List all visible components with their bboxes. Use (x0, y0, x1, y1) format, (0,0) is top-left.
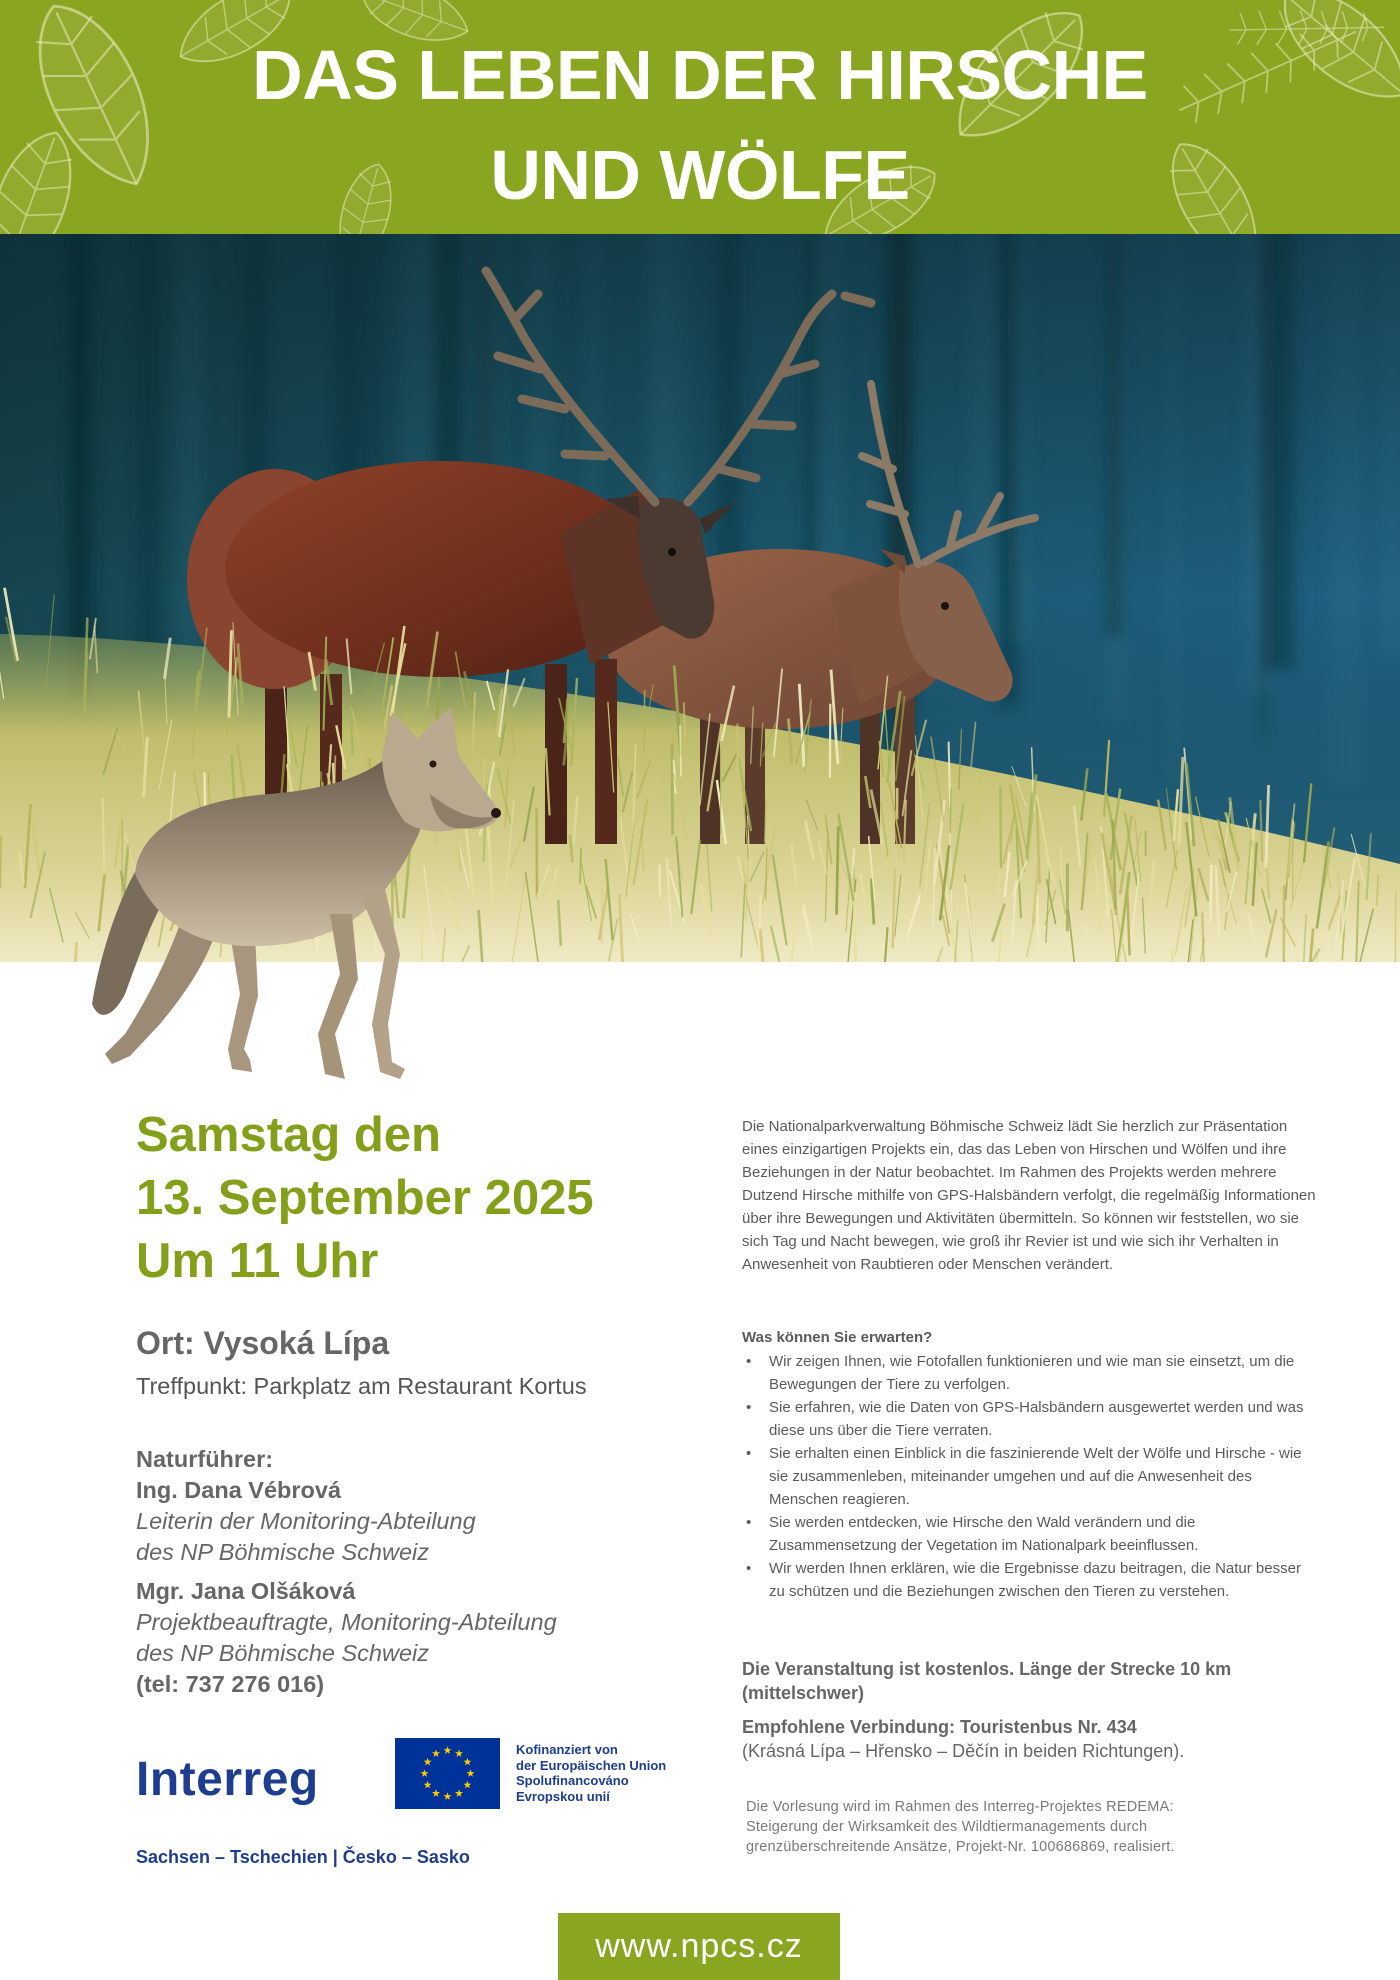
list-item (742, 1557, 1317, 1603)
event-time: Um 11 Uhr (136, 1234, 379, 1288)
guides-section (136, 1444, 716, 1700)
eu-flag-icon (395, 1738, 500, 1809)
date-line-1: Samstag den (136, 1108, 441, 1162)
event-description: Die Nationalparkverwaltung Böhmische Schweiz lädt Sie herzlich zur Präsentation eines einzigartigen Projekts ein, das das Leben von Hirschen und Wölfen und ihre Beziehungen in der Natur beobachtet. Im Rahmen des Projekts werden mehrere Dutzend Hirsche mithilfe von GPS-Halsbändern verfolgt, die regelmäßig Informationen über ihre Bewegungen und Aktivitäten übermitteln. So können wir feststellen, wo sie sich Tag und Nacht bewegen, wie groß ihr Revier ist und wie sich ihr Verhalten in Anwesenheit von Raubtieren oder Menschen verändert. (742, 1118, 1316, 1273)
grass-blade (122, 820, 123, 911)
grass-blade (976, 773, 977, 824)
date-line-2: 13. September 2025 (136, 1171, 594, 1225)
list-item (742, 1442, 1317, 1511)
expectations-list (742, 1350, 1317, 1603)
eu-cofunding-text (516, 1742, 666, 1804)
grass-blade (1211, 865, 1212, 923)
grass-blade (0, 836, 1, 888)
interreg-logo: Interreg (136, 1753, 319, 1806)
bullet-icon: • (746, 1399, 752, 1416)
bullet-icon: • (746, 1445, 752, 1462)
title-line-2: UND WÖLFE (490, 136, 910, 214)
program-region: Sachsen – Tschechien | Česko – Sasko (136, 1847, 470, 1867)
guide-name: Ing. Dana Vébrová (136, 1477, 342, 1503)
connection-label: Empfohlene Verbindung: Touristenbus Nr. 434 (742, 1717, 1137, 1737)
grass-blade (680, 725, 681, 776)
eu-text-line: der Europäischen Union (516, 1757, 667, 1773)
grass-blade (854, 867, 855, 893)
grass-blade (684, 703, 685, 738)
bullet-icon: • (746, 1514, 752, 1531)
project-footnote: Die Vorlesung wird im Rahmen des Interreg-Projektes REDEMA: Steigerung der Wirksamkeit des Wildtiermanagements durch grenzüberschreitende Ansätze, Projekt-Nr. 100686869, realisiert. (746, 1799, 1175, 1855)
grass-blade (422, 893, 423, 978)
list-item-text: Wir werden Ihnen erklären, wie die Ergebnisse dazu beitragen, die Natur besser zu schützen und die Beziehungen zwischen den Tieren zu verstehen. (769, 1560, 1301, 1600)
grass-blade (672, 743, 673, 835)
meeting-point: Treffpunkt: Parkplatz am Restaurant Kortus (136, 1373, 587, 1399)
grass-blade (837, 826, 839, 914)
header-banner (0, 0, 1400, 234)
grass-blade (1202, 913, 1203, 963)
eu-text-line: Spolufinancováno (516, 1773, 629, 1788)
grass-blade (950, 788, 951, 834)
grass-blade (1000, 786, 1001, 868)
grass-blade (484, 758, 485, 787)
guide-role: des NP Böhmische Schweiz (136, 1640, 430, 1666)
guide-role: Leiterin der Monitoring-Abteilung (136, 1508, 476, 1534)
cost-and-route: Die Veranstaltung ist kostenlos. Länge der Strecke 10 km (mittelschwer) (742, 1659, 1232, 1703)
guide-phone: (tel: 737 276 016) (136, 1671, 325, 1697)
list-item-text: Sie erfahren, wie die Daten von GPS-Halsbändern ausgewertet werden und was diese uns über die Tiere verraten. (769, 1399, 1304, 1439)
event-date-time (136, 1104, 594, 1293)
website-link[interactable]: www.npcs.cz (558, 1913, 840, 1980)
bullet-icon: • (746, 1353, 752, 1370)
list-item-text: Wir zeigen Ihnen, wie Fotofallen funktionieren und wie man sie einsetzt, um die Bewegungen der Tiere zu verfolgen. (769, 1353, 1295, 1393)
list-item-text: Sie erhalten einen Einblick in die faszinierende Welt der Wölfe und Hirsche - wie sie zusammenleben, miteinander umgehen und auf die Anwesenheit des Menschen reagieren. (769, 1445, 1302, 1508)
list-item (742, 1511, 1317, 1557)
event-details (742, 1657, 1317, 1763)
connection-route: (Krásná Lípa – Hřensko – Děčín in beiden Richtungen). (742, 1741, 1185, 1761)
list-item (742, 1396, 1317, 1442)
list-item (742, 1350, 1317, 1396)
guide-2 (136, 1576, 716, 1700)
expectations-heading: Was können Sie erwarten? (742, 1329, 933, 1346)
title-line-1: DAS LEBEN DER HIRSCHE (252, 36, 1148, 114)
guide-1 (136, 1475, 716, 1568)
grass-blade (580, 848, 581, 884)
eu-text-line: Kofinanziert von (516, 1742, 618, 1757)
event-location: Ort: Vysoká Lípa (136, 1325, 390, 1361)
page-title (0, 25, 1400, 225)
grass-blade (854, 893, 856, 967)
guide-role: des NP Böhmische Schweiz (136, 1539, 430, 1565)
bullet-icon: • (746, 1560, 752, 1577)
list-item-text: Sie werden entdecken, wie Hirsche den Wald verändern und die Zusammensetzung der Vegetation im Nationalpark beeinflussen. (769, 1514, 1199, 1554)
guides-heading: Naturführer: (136, 1446, 274, 1472)
guide-name: Mgr. Jana Olšáková (136, 1578, 356, 1604)
guide-role: Projektbeauftragte, Monitoring-Abteilung (136, 1609, 557, 1635)
eu-text-line: Evropskou unií (516, 1788, 610, 1804)
photo-deer-and-wolf (0, 234, 1400, 1090)
